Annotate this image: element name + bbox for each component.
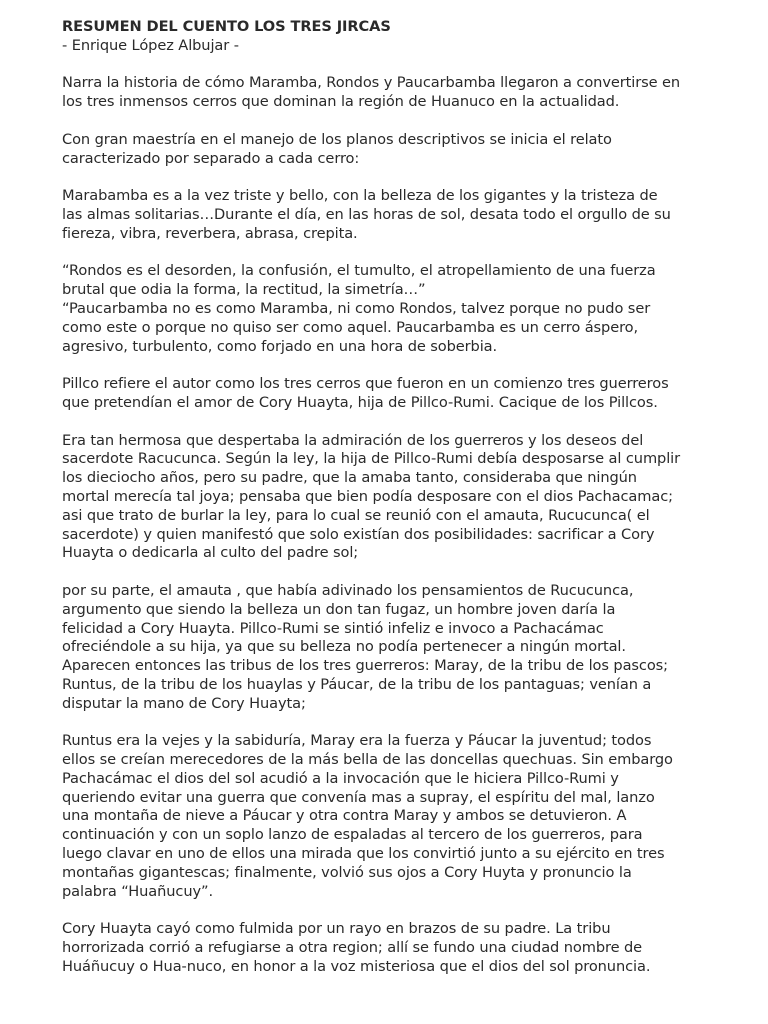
document-page: [62, 18, 752, 995]
paragraph-line: “Rondos es el desorden, la confusión, el tumulto, el atropellamiento de una fuerza: [62, 262, 656, 280]
paragraph-line: Marabamba es a la vez triste y bello, con la belleza de los gigantes y la tristeza de: [62, 187, 658, 205]
paragraph-line: ofreciéndole a su hija, ya que su belleza no podía pertenecer a ningún mortal.: [62, 638, 626, 656]
paragraph-line: “Paucarbamba no es como Maramba, ni como Rondos, talvez porque no pudo ser: [62, 299, 651, 317]
paragraph-line: Cory Huayta cayó como fulmida por un rayo en brazos de su padre. La tribu: [62, 920, 611, 938]
paragraph-line: Runtus, de la tribu de los huaylas y Páucar, de la tribu de los pantaguas; venían a: [62, 675, 652, 693]
paragraph-line: horrorizada corrió a refugiarse a otra region; allí se fundo una ciudad nombre de: [62, 939, 643, 957]
body-paragraph: [62, 920, 752, 976]
body-paragraph: [62, 300, 752, 356]
paragraph-line: luego clavar en uno de ellos una mirada que los convirtió junto a su ejército en tres: [62, 845, 665, 863]
paragraph-line: continuación y con un soplo lanzo de espaladas al tercero de los guerreros, para: [62, 826, 643, 844]
paragraph-line: una montaña de nieve a Páucar y otra contra Maray y ambos se detuvieron. A: [62, 807, 627, 825]
paragraph-line: los tres inmensos cerros que dominan la región de Huanuco en la actualidad.: [62, 93, 620, 111]
paragraph-line: las almas solitarias…Durante el día, en las horas de sol, desata todo el orgullo de su: [62, 205, 671, 223]
paragraph-line: Pillco refiere el autor como los tres cerros que fueron en un comienzo tres guerreros: [62, 375, 669, 393]
paragraph-line: ellos se creían merecedores de la más bella de las doncellas quechuas. Sin embargo: [62, 751, 673, 769]
paragraph-line: sacerdote Racucunca. Según la ley, la hija de Pillco-Rumi debía desposarse al cumplir: [62, 450, 681, 468]
body-paragraph: [62, 262, 752, 300]
paragraph-line: Runtus era la vejes y la sabiduría, Maray era la fuerza y Páucar la juventud; todos: [62, 732, 652, 750]
paragraph-line: Huayta o dedicarla al culto del padre sol;: [62, 544, 359, 562]
document-title: RESUMEN DEL CUENTO LOS TRES JIRCAS: [62, 18, 391, 35]
paragraph-line: que pretendían el amor de Cory Huayta, hija de Pillco-Rumi. Cacique de los Pillcos.: [62, 393, 658, 411]
paragraph-line: los dieciocho años, pero su padre, que la amaba tanto, consideraba que ningún: [62, 469, 637, 487]
paragraph-line: Era tan hermosa que despertaba la admiración de los guerreros y los deseos del: [62, 431, 644, 449]
paragraph-line: felicidad a Cory Huayta. Pillco-Rumi se sintió infeliz e invoco a Pachacámac: [62, 619, 604, 637]
body-paragraph: [62, 74, 752, 112]
body-paragraph: [62, 375, 752, 413]
body-paragraph: [62, 732, 752, 901]
paragraph-line: brutal que odia la forma, la rectitud, la simetría…”: [62, 281, 426, 299]
paragraph-line: fiereza, vibra, reverbera, abrasa, crepita.: [62, 224, 358, 242]
body-paragraph: [62, 432, 752, 564]
paragraph-line: palabra “Huañucuy”.: [62, 882, 214, 900]
paragraph-line: caracterizado por separado a cada cerro:: [62, 149, 360, 167]
paragraph-line: mortal merecía tal joya; pensaba que bien podía desposare con el dios Pachacamac;: [62, 487, 673, 505]
paragraph-line: disputar la mano de Cory Huayta;: [62, 694, 306, 712]
document-body: [62, 74, 752, 976]
paragraph-line: Aparecen entonces las tribus de los tres guerreros: Maray, de la tribu de los pascos;: [62, 657, 668, 675]
body-paragraph: [62, 582, 752, 714]
paragraph-line: como este o porque no quiso ser como aquel. Paucarbamba es un cerro áspero,: [62, 318, 639, 336]
body-paragraph: [62, 131, 752, 169]
paragraph-line: agresivo, turbulento, como forjado en una hora de soberbia.: [62, 337, 498, 355]
paragraph-line: por su parte, el amauta , que había adivinado los pensamientos de Rucucunca,: [62, 581, 634, 599]
paragraph-line: argumento que siendo la belleza un don tan fugaz, un hombre joven daría la: [62, 600, 616, 618]
paragraph-line: queriendo evitar una guerra que convenía mas a supray, el espíritu del mal, lanzo: [62, 788, 655, 806]
paragraph-line: Pachacámac el dios del sol acudió a la invocación que le hiciera Pillco-Rumi y: [62, 769, 619, 787]
paragraph-line: Narra la historia de cómo Maramba, Rondos y Paucarbamba llegaron a convertirse en: [62, 74, 681, 92]
paragraph-line: sacerdote) y quien manifestó que solo existían dos posibilidades: sacrificar a Cory: [62, 525, 655, 543]
paragraph-line: Huáñucuy o Hua-nuco, en honor a la voz misteriosa que el dios del sol pronuncia.: [62, 957, 651, 975]
paragraph-line: montañas gigantescas; finalmente, volvió sus ojos a Cory Huyta y pronuncio la: [62, 863, 632, 881]
document-author: - Enrique López Albujar -: [62, 36, 239, 54]
paragraph-line: asi que trato de burlar la ley, para lo cual se reunió con el amauta, Rucucunca( el: [62, 506, 650, 524]
body-paragraph: [62, 187, 752, 243]
paragraph-line: Con gran maestría en el manejo de los planos descriptivos se inicia el relato: [62, 130, 612, 148]
